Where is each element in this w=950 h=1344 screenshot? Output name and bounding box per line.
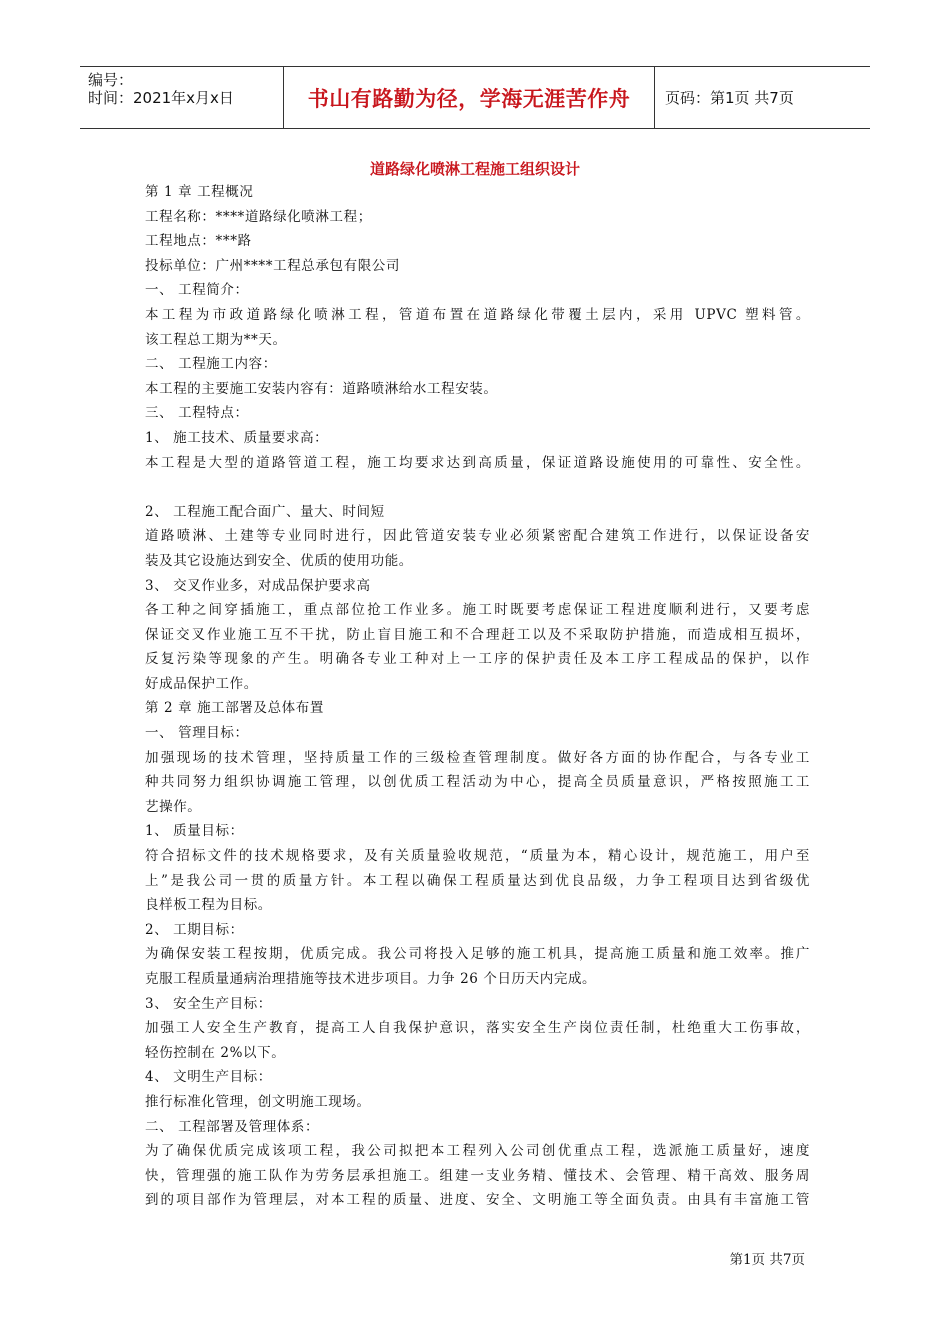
body-line: 为确保安装工程按期，优质完成。我公司将投入足够的施工机具，提高施工质量和施工效率。推广: [145, 946, 810, 963]
header-motto-cell: [283, 67, 655, 128]
body-line: [145, 475, 810, 500]
document-body: [145, 180, 810, 1213]
body-line: 本工程为市政道路绿化喷淋工程，管道布置在道路绿化带覆土层内，采用 UPVC 塑料管。: [145, 306, 810, 323]
body-line: 第 1 章 工程概况: [145, 184, 254, 200]
body-line: 本工程是大型的道路管道工程，施工均要求达到高质量，保证道路设施使用的可靠性、安全性。: [145, 454, 810, 471]
body-line: 投标单位：广州****工程总承包有限公司: [145, 257, 400, 274]
body-line: 各工种之间穿插施工，重点部位抢工作业多。施工时既要考虑保证工程进度顺利进行，又要考虑: [145, 602, 810, 619]
header-page-label: 页码：第1页 共7页: [665, 89, 794, 107]
header-page-cell: [655, 67, 870, 128]
body-line: 快，管理强的施工队作为劳务层承担施工。组建一支业务精、懂技术、会管理、精干高效、服务周: [145, 1167, 810, 1184]
document-title: 道路绿化喷淋工程施工组织设计: [369, 160, 580, 178]
body-line: 轻伤控制在 2%以下。: [145, 1044, 286, 1061]
body-line: 3、 安全生产目标：: [145, 995, 272, 1012]
body-line: 为了确保优质完成该项工程，我公司拟把本工程列入公司创优重点工程，选派施工质量好，速度: [145, 1143, 810, 1160]
body-line: 4、 文明生产目标：: [145, 1069, 272, 1086]
body-line: 工程地点：***路: [145, 233, 252, 250]
body-line: 装及其它设施达到安全、优质的使用功能。: [145, 552, 413, 569]
body-line: 一、 管理目标：: [145, 725, 249, 742]
body-line: 二、 工程部署及管理体系：: [145, 1118, 320, 1135]
body-line: 工程名称：****道路绿化喷淋工程；: [145, 208, 372, 225]
body-line: 上”是我公司一贯的质量方针。本工程以确保工程质量达到优良品级，力争工程项目达到省级优: [145, 872, 810, 889]
body-line: 2、 工期目标：: [145, 921, 244, 938]
body-line: 保证交叉作业施工互不干扰，防止盲目施工和不合理赶工以及不采取防护措施，而造成相互损坏，: [145, 626, 810, 643]
body-line: 三、 工程特点：: [145, 405, 249, 422]
body-line: 第 2 章 施工部署及总体布置: [145, 700, 324, 717]
body-line: 符合招标文件的技术规格要求，及有关质量验收规范，“质量为本，精心设计，规范施工，用户至: [145, 848, 810, 865]
body-line: 推行标准化管理，创文明施工现场。: [145, 1093, 371, 1110]
body-line: 加强工人安全生产教育，提高工人自我保护意识，落实安全生产岗位责任制，杜绝重大工伤事故，: [145, 1020, 810, 1037]
time-label: 时间：2021年x月x日: [88, 89, 234, 107]
document-header: [80, 66, 870, 129]
motto-text: 书山有路勤为径，学海无涯苦作舟: [307, 86, 631, 111]
header-meta: [80, 67, 283, 128]
body-line: 2、 工程施工配合面广、量大、时间短: [145, 503, 385, 520]
body-line: 该工程总工期为**天。: [145, 331, 287, 348]
body-line: 一、 工程简介：: [145, 282, 249, 299]
body-line: 良样板工程为目标。: [145, 897, 272, 914]
body-line: 道路喷淋、土建等专业同时进行，因此管道安装专业必须紧密配合建筑工作进行，以保证设备安: [145, 528, 810, 545]
body-line: 好成品保护工作。: [145, 675, 258, 692]
body-line: 本工程的主要施工安装内容有：道路喷淋给水工程安装。: [145, 380, 498, 397]
page-footer: 第1页 共7页: [729, 1252, 805, 1268]
code-label: 编号：: [88, 71, 134, 89]
body-line: 克服工程质量通病治理措施等技术进步项目。力争 26 个日历天内完成。: [145, 971, 597, 987]
body-line: 艺操作。: [145, 798, 202, 815]
body-line: 1、 质量目标：: [145, 823, 244, 840]
body-line: 1、 施工技术、质量要求高：: [145, 429, 329, 446]
body-line: 二、 工程施工内容：: [145, 356, 277, 373]
body-line: 到的项目部作为管理层，对本工程的质量、进度、安全、文明施工等全面负责。由具有丰富施工管: [145, 1192, 810, 1209]
body-line: 3、 交叉作业多，对成品保护要求高: [145, 577, 371, 594]
body-line: 反复污染等现象的产生。明确各专业工种对上一工序的保护责任及本工序工程成品的保护，以作: [145, 651, 810, 668]
body-line: 加强现场的技术管理，坚持质量工作的三级检查管理制度。做好各方面的协作配合，与各专业工: [145, 749, 810, 766]
body-line: 种共同努力组织协调施工管理，以创优质工程活动为中心，提高全员质量意识，严格按照施工工: [145, 774, 810, 791]
